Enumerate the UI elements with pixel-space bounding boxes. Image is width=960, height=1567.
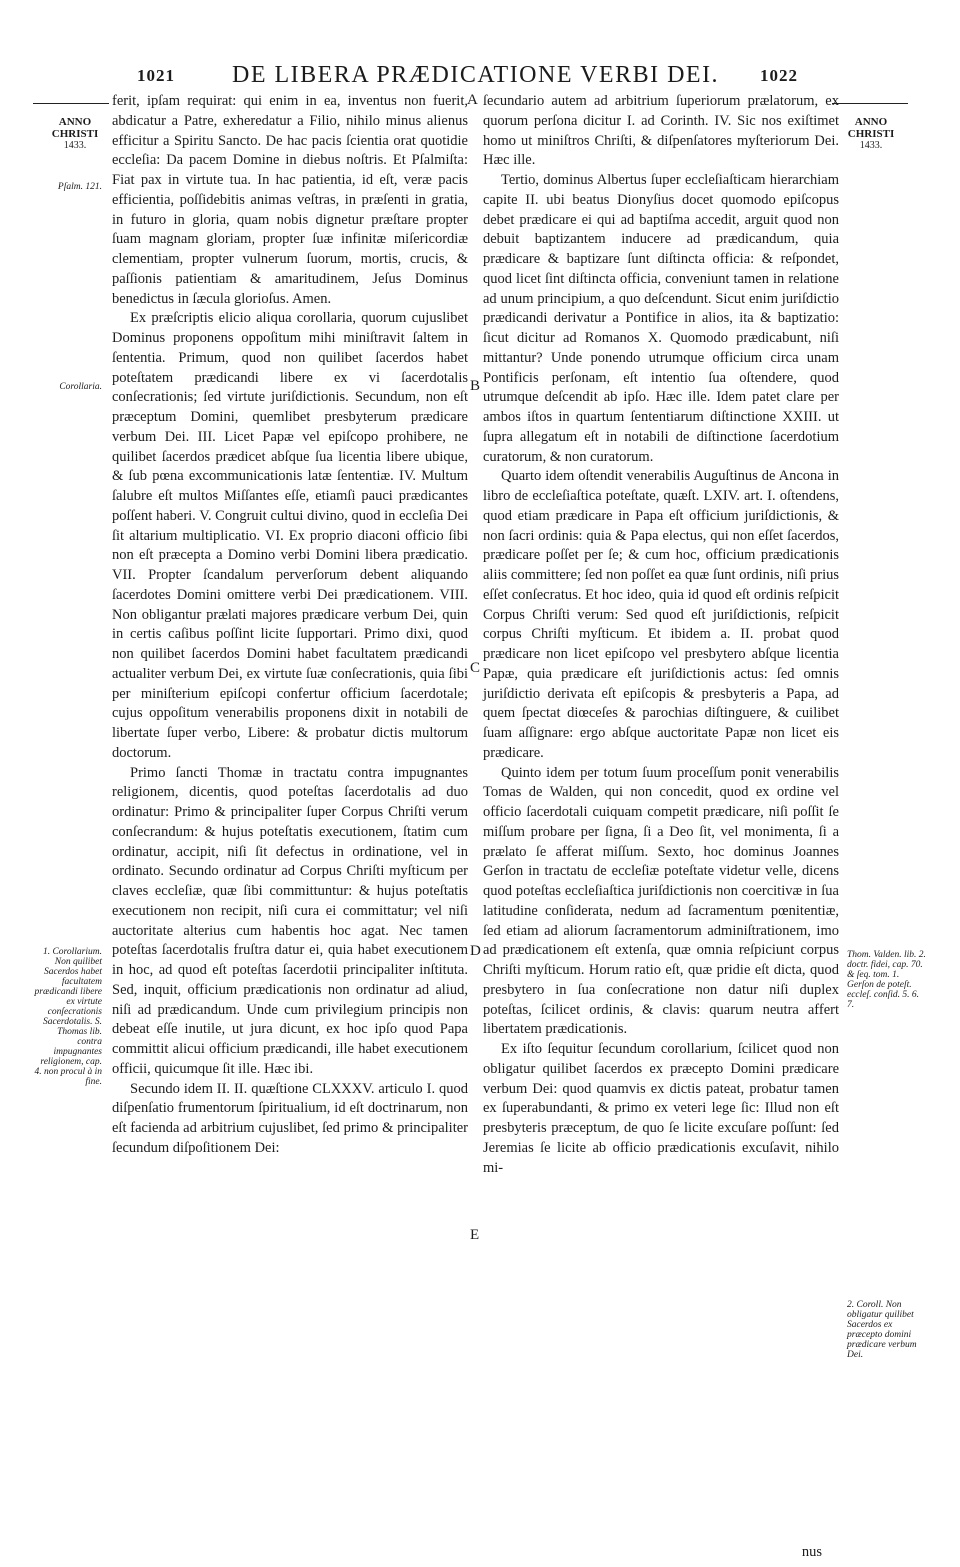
margin-note-corollarium-2: 2. Coroll. Non obligatur quilibet Sacerdos ex præcepto domini prædicare verbum Dei.	[847, 1300, 917, 1360]
section-letter-b: B	[470, 378, 481, 394]
catchword: nus	[801, 1544, 822, 1560]
right-column	[483, 92, 839, 1178]
paragraph: Secundo idem II. II. quæſtione CLXXXV. articulo I. quod diſpenſatio frumentorum ſpiritualium, id eſt doctrinarum, non eſt facienda ad arbitrium cujuslibet, ſed primo & principaliter ſecundum diſpoſitionem Dei:	[112, 1080, 468, 1156]
paragraph: Primo ſancti Thomæ in tractatu contra impugnantes religionem, dicentis, quod poteſtas ſacerdotalis ad duo ordinatur: Primo & principaliter ſuper Corpus Chriſti verum conſecrandum: & hujus poteſtatis executionem, ſtatim cum ordinatur, accipit, niſi ſit defectus in ordinatione, vel in ordinato. Secundo ordinatur ad Corpus Chriſti myſticum per claves eccleſiæ, quæ ſibi committuntur: & hujus poteſtatis executionem non recipit, niſi cura ei committatur; vel niſi auctoritate alterius cum habentis hoc agat. Nec tamen poteſtas ſacerdotalis fruſtra datur ei, quia habet executionem in hoc, ad quod eſt poteſtas ſacerdotii principaliter inſtituta. Sed, inquit, officium prædicationis non ordinatur ad aliud, niſi ad prædicandum. Unde cum privilegium principis non debeat eſſe inutile, ut jura dicunt, ex hoc ipſo quod Papa committit alicui officium prædicandi, ille habet executionem officii, quicumque ſit ille. Hæc ibi.	[112, 764, 468, 1077]
paragraph: Tertio, dominus Albertus ſuper eccleſiaſticam hierarchiam capite II. ubi beatus Dionyſius docet quomodo epiſcopus debet prædicare ei qui ad baptiſma accedit, arguit quod non debuit baptizantem inducere ad prædicandum, quia prædicare & baptizare ſunt diſtincta officia: & reſpondet, quod licet ſint diſtincta officia, conveniunt tamen in relatione ad unum principium, a quo deſcendunt. Sicut enim juriſdictio prædicandi derivatur a Pontifice in alios, ita & baptizatio: ſicut dicitur ad Romanos X. Quomodo prædicabunt, niſi mittantur? Unde ponendo utrumque officium circa unam Pontificis perſonam, eſt intentio ſua oſtendere, quod utrumque deſcendit ab ipſo. Hæc ille. Idem patet clare per ambos iſtos in quartum ſententiarum diſtinctione XXIII. ut ſupra allegatum eſt in notabili de diſtinctione ſacerdotium curatorum, & non curatorum.	[483, 172, 839, 465]
margin-note-psalm: Pſalm. 121.	[57, 182, 102, 192]
anno-label: ANNO	[58, 116, 92, 128]
margin-note-corollaria: Corollaria.	[59, 382, 102, 392]
section-letter-d: D	[470, 943, 481, 959]
paragraph: Quinto idem per totum ſuum proceſſum ponit venerabilis Tomas de Walden, qui non concedit, quod ex ordine vel officio ſacerdotali cuiquam competit prædicare, niſi poſſit ſe miſſum probare per ſigna, ſi a Deo ſit, vel monimenta, ſi a prælato ſe afferat miſſum. Sexto, hoc dominus Joannes Gerſon in tractatu de eccleſiæ poteſtate videtur velle, dicens quod poteſtas eccleſiaſtica juriſdictionis non coercitivæ in ſua latitudine conſiderata, nedum ad ſacramentum pœnitentiæ, ſed etiam ad aliorum ſacramentorum adminiſtrationem, imo ad prædicationem eſt extenſa, quæ omnia reſpiciunt corpus Chriſti myſticum. Horum ratio eſt, quæ pridie eſt dicta, quod presbytero in ſua conſecratione non datur niſi duplex poteſtas, ſcilicet ordinis, & clavis: quarum neutra affert libertatem prædicationis.	[483, 764, 839, 1038]
section-letter-c: C	[470, 660, 481, 676]
left-column	[112, 92, 468, 1159]
paragraph: Quarto idem oſtendit venerabilis Auguſtinus de Ancona in libro de eccleſiaſtica poteſtate, quæſt. LXIV. art. I. oſtendens, quod etiam prædicare in Papa eſt officium juriſdictionis, & non ſacri ordinis: quia & Papa electus, qui non eſſet ſacerdos, prædicare poſſet per ſe; & cum hoc, officium prædicationis aliis committere; ſed non poſſet ea quæ ſunt ordinis, niſi prius eſſet conſecratus. Et hoc ideo, quia id quod eſt ordinis reſpicit Corpus Chriſti verum: Sed quod eſt juriſdictionis, reſpicit corpus Chriſti myſticum. Et ibidem a. II. probat quod prædicare non licet epiſcopo vel presbytero abſque licentia Papæ, quia prædicare eſt juriſdictionis actus: ſed omnis juriſdictio derivata eſt epiſcopis & presbyteris a Papa, ad quem ſpectat diœceſes & parochias diſtinguere, & cuilibet ſuam aſſignare: ergo abſque auctoritate Papæ non licet eis prædicare.	[483, 468, 839, 761]
anno-year: 1433.	[859, 140, 883, 151]
paragraph: Ex præſcriptis elicio aliqua corollaria, quorum cujuslibet Dominus proponens oppoſitum mihi miniſtravit ſaltem in ſententia. Primum, quod non quilibet ſacerdos habet poteſtatem prædicandi libere ex vi ſacerdotalis conſecrationis; ſed virtute juriſdictionis. Secundum, non eſt præceptum Domini, quemlibet presbyterum prædicare verbum Dei. III. Licet Papæ vel epiſcopo prohibere, ne quilibet ſacerdos prædicet abſque ſua licentia libere ubique, & ſub pœna excommunicationis latæ ſententiæ. IV. Multum ſalubre eſt multos Miſſantes eſſe, etiamſi pauci prædicantes poſſent haberi. V. Congruit cultui divino, quod in eccleſia Dei ſit altarium multiplicatio. VI. Ex proprio diaconi officio ſibi non eſt præcepta a Domino verbi Domini libera prædicatio. VII. Propter ſcandalum perverſorum debent aliquando ſacerdotes Domini omittere verbi Dei prædicationem. VIII. Non obligantur prælati majores prædicare verbum Dei, quin in certis caſibus poſſint licite ſupportari. Primo dixi, quod non quilibet ſacerdos Domini habet facultatem prædicandi actualiter verbum Dei, ex virtute ſuæ conſecrationis, quia ſibi per miniſterium epiſcopi confertur officium ſacerdotale; cujus oppoſitum venerabilis proponens dixit in notabili de libertate ſuper verbo, Libere: & probatur dictis multorum doctorum.	[112, 310, 468, 761]
christi-label: CHRISTI	[51, 128, 99, 140]
margin-note-corollarium-1: 1. Corollarium. Non quilibet Sacerdos habet facultatem prædicandi libere ex virtute conſecrationis Sacerdotalis. S. Thomas lib. contra impugnantes religionem, cap. 4. non procul à in fine.	[34, 947, 102, 1087]
section-letter-e: E	[470, 1227, 480, 1243]
section-letter-a: A	[467, 92, 478, 108]
page-number-left: 1021	[137, 66, 175, 85]
page-number-right: 1022	[760, 66, 798, 85]
margin-note-thomas-walden: Thom. Valden. lib. 2. doctr. fidei, cap. 70. & ſeq. tom. 1. Gerſon de poteſt. eccleſ. conſid. 5. 6. 7.	[847, 950, 926, 1010]
header-rule-right	[832, 103, 908, 104]
anno-christi-right	[836, 116, 906, 152]
anno-year: 1433.	[63, 140, 87, 151]
anno-label: ANNO	[854, 116, 888, 128]
anno-christi-left	[40, 116, 110, 152]
paragraph: ferit, ipſam requirat: qui enim in ea, inventus non fuerit, abdicatur a Patre, exheredatur a Filio, nihilo minus alienus efficitur a Spiritu Sancto. De hac pacis ſcientia orat quotidie eccleſia: Da pacem Domine in diebus noſtris. Et Pſalmiſta: Fiat pax in virtute tua. In hac patientia, id eſt, veræ pacis efficientia, poſſidebitis animas veſtras, in præſenti in gratia, in futuro in gloria, quam nobis dignetur præſtare propter ſuam magnam gloriam, propter ſuæ infinitæ miſericordiæ clementiam, propter vulnerum ſuorum, mortis, crucis, & paſſionis patientiam & amaritudinem, Jeſus Dominus benedictus in ſæcula glorioſus. Amen.	[112, 93, 468, 307]
paragraph: Ex iſto ſequitur ſecundum corollarium, ſcilicet quod non obligatur quilibet ſacerdos ex præcepto Domini prædicare verbum Dei: quod quamvis ex dictis pateat, probatur tamen ex ſuperabundanti, & primo ex veteri lege ſic: Illud non eſt presbyteris præceptum, de quo ſe licite excuſare poſſunt: ſed Jeremias ſe licite ab officio prædicationis excuſavit, nihilo mi-	[483, 1041, 839, 1176]
running-title: DE LIBERA PRÆDICATIONE VERBI DEI.	[232, 62, 720, 88]
paragraph: ſecundario autem ad arbitrium ſuperiorum prælatorum, ex quorum perſona dicitur I. ad Corinth. IV. Sic nos exiſtimet homo ut miniſtros Chriſti, & diſpenſatores myſteriorum Dei. Hæc ille.	[483, 93, 839, 169]
christi-label: CHRISTI	[847, 128, 895, 140]
page-header	[0, 62, 960, 92]
header-rule-left	[33, 103, 109, 104]
